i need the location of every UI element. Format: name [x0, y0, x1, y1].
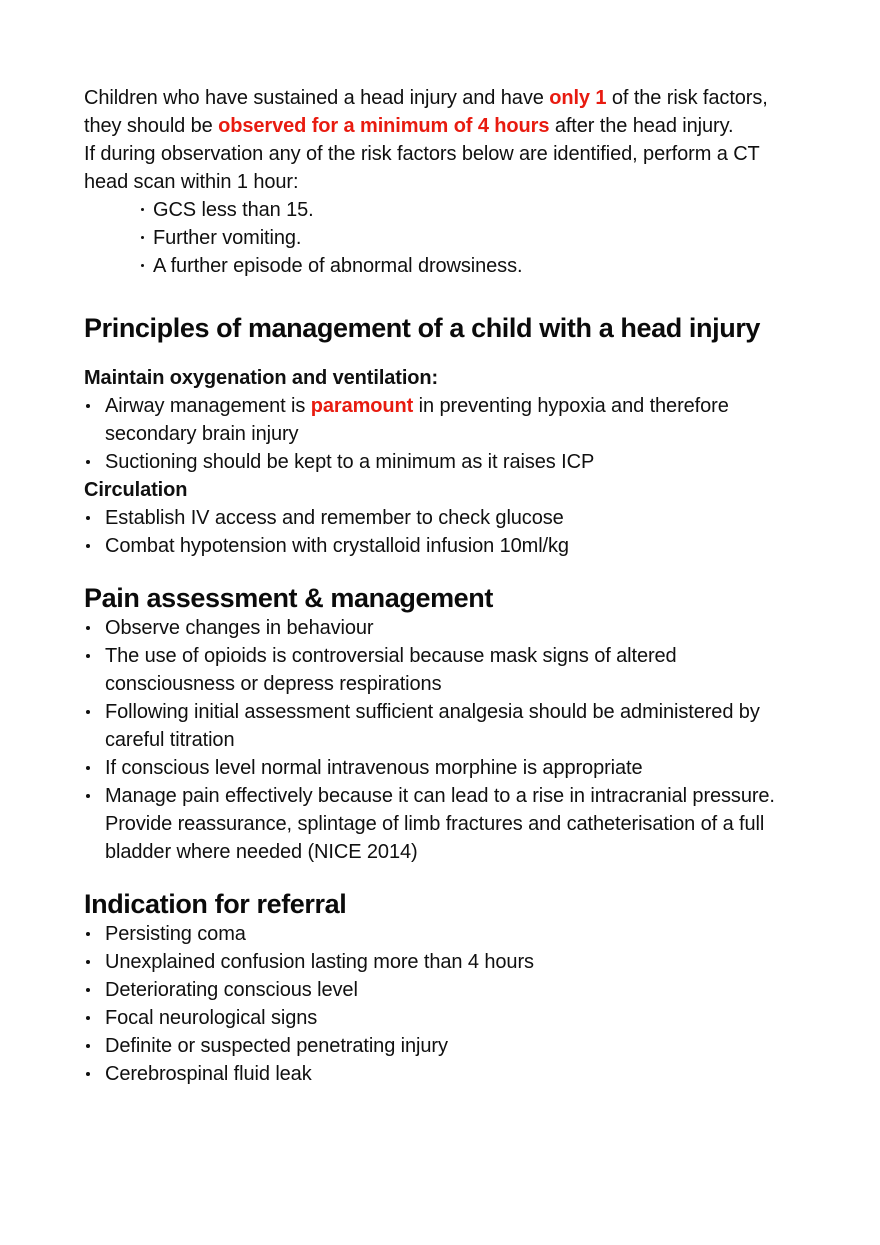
list-item: Deteriorating conscious level — [84, 976, 796, 1004]
document-content — [84, 84, 796, 1088]
oxygenation-list — [84, 392, 796, 476]
list-item: Manage pain effectively because it can lead to a rise in intracranial pressure. Provide reassurance, splintage of limb fractures and catheterisation of a full bladder where needed (NICE 2014) — [84, 782, 796, 866]
subheading-circulation: Circulation — [84, 479, 188, 501]
list-item: Observe changes in behaviour — [84, 614, 796, 642]
intro-paragraph-2: If during observation any of the risk factors below are identified, perform a CT head scan within 1 hour: — [84, 143, 760, 193]
intro-text-1: Children who have sustained a head injury and have — [84, 87, 550, 109]
list-item: Cerebrospinal fluid leak — [84, 1060, 796, 1088]
list-item: Unexplained confusion lasting more than 4 hours — [84, 948, 796, 976]
list-item: Persisting coma — [84, 920, 796, 948]
pain-management-list — [84, 614, 796, 866]
list-item: Following initial assessment sufficient analgesia should be administered by careful titration — [84, 698, 796, 754]
subheading-oxygenation: Maintain oxygenation and ventilation: — [84, 367, 439, 389]
risk-factors-list — [84, 196, 796, 280]
list-item: Definite or suspected penetrating injury — [84, 1032, 796, 1060]
list-item: A further episode of abnormal drowsiness. — [140, 252, 796, 280]
list-item: If conscious level normal intravenous morphine is appropriate — [84, 754, 796, 782]
emphasis-observed-4-hours: observed for a minimum of 4 hours — [218, 115, 550, 137]
list-item: The use of opioids is controversial because mask signs of altered consciousness or depress respirations — [84, 642, 796, 698]
emphasis-paramount: paramount — [310, 395, 414, 417]
list-item: Combat hypotension with crystalloid infusion 10ml/kg — [84, 532, 796, 560]
list-item — [84, 392, 796, 448]
list-item: Further vomiting. — [140, 224, 796, 252]
circulation-list — [84, 504, 796, 560]
section-heading-pain: Pain assessment & management — [84, 583, 493, 613]
intro-paragraph-1 — [84, 84, 796, 140]
bullet-text-pre: Airway management is — [105, 395, 311, 417]
list-item: Focal neurological signs — [84, 1004, 796, 1032]
list-item: GCS less than 15. — [140, 196, 796, 224]
section-heading-principles: Principles of management of a child with a head injury — [84, 313, 761, 343]
intro-text-2: of the risk factors, they should be — [84, 87, 768, 137]
intro-text-3: after the head injury. — [549, 115, 734, 137]
bullet-text-post: in preventing hypoxia and therefore secondary brain injury — [105, 395, 729, 445]
list-item: Suctioning should be kept to a minimum as it raises ICP — [84, 448, 796, 476]
referral-list — [84, 920, 796, 1088]
list-item: Establish IV access and remember to check glucose — [84, 504, 796, 532]
section-heading-referral: Indication for referral — [84, 889, 347, 919]
emphasis-only-1: only 1 — [549, 87, 607, 109]
